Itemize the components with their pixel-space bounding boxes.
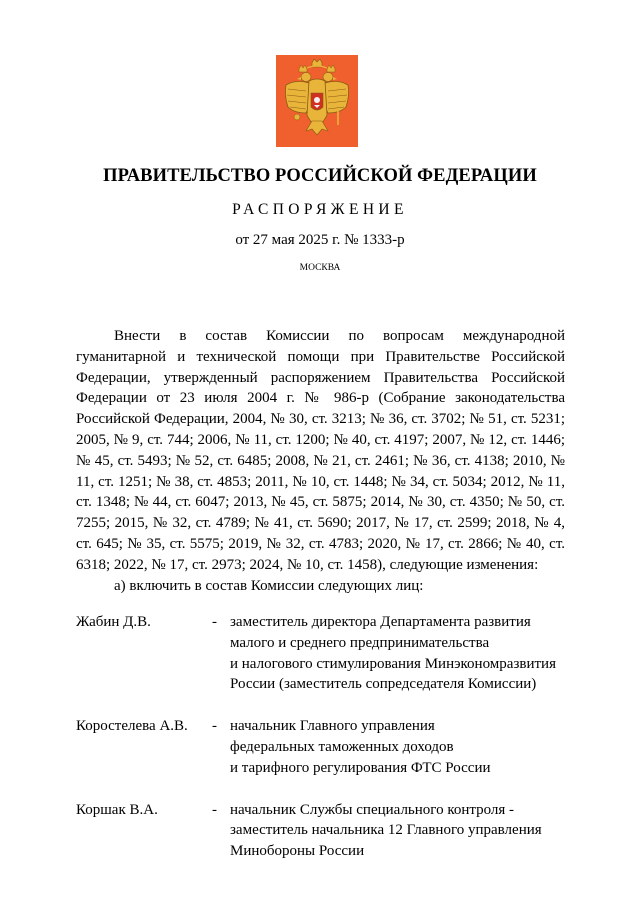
- document-date-number: от 27 мая 2025 г. № 1333-р: [235, 232, 405, 248]
- person-name: Коростелева А.В.: [76, 718, 188, 735]
- document-city: МОСКВА: [299, 263, 341, 273]
- document-type: РАСПОРЯЖЕНИЕ: [232, 201, 408, 218]
- person-dash: -: [212, 801, 217, 818]
- person-role: начальник Службы специального контроля - заместитель начальника 12 Главного управления Минобороны России: [230, 801, 542, 860]
- main-paragraph: Внести в состав Комиссии по вопросам международной гуманитарной и технической помощи при Правительстве Российской Федерации, утвержденный распоряжением Правительства Российской Федерации от 23 июля 2004 г. № 986-р (Собрание законодательства Российской Федерации, 2004, № 30, ст. 3213; № 36, ст. 3702; № 51, ст. 5231; 2005, № 9, ст. 744; 2006, № 11, ст. 1200; № 40, ст. 4197; 2007, № 12, ст. 1446; № 45, ст. 5493; № 52, ст. 6485; 2008, № 21, ст. 2461; № 36, ст. 4138; 2010, № 11, ст. 1251; № 38, ст. 4853; 2011, № 10, ст. 1448; № 34, ст. 5034; 2012, № 11, ст. 1348; № 44, ст. 6047; 2013, № 45, ст. 5875; 2014, № 30, ст. 4350; № 50, ст. 7255; 2015, № 32, ст. 4789; № 41, ст. 5690; 2017, № 17, ст. 2599; 2018, № 4, ст. 645; № 35, ст. 5575; 2019, № 32, ст. 4783; 2020, № 17, ст. 2866; № 40, ст. 6318; 2022, № 17, ст. 2973; 2024, № 10, ст. 1458), следующие изменения:: [76, 328, 565, 573]
- person-dash: -: [212, 614, 217, 630]
- person-entry: [76, 716, 576, 778]
- person-role: начальник Главного управления федеральных таможенных доходов и тарифного регулирования ФТС России: [230, 718, 491, 776]
- government-title: ПРАВИТЕЛЬСТВО РОССИЙСКОЙ ФЕДЕРАЦИИ: [103, 166, 537, 186]
- person-name: Жабин Д.В.: [76, 614, 151, 630]
- russian-coat-of-arms-icon: [276, 55, 358, 147]
- person-name: Коршак В.А.: [76, 801, 158, 818]
- person-entry: [76, 612, 576, 695]
- person-entry: [76, 800, 576, 862]
- document-body: [76, 326, 565, 596]
- item-a: а) включить в состав Комиссии следующих лиц:: [114, 577, 424, 594]
- person-dash: -: [212, 718, 217, 735]
- persons-list: [76, 612, 576, 862]
- person-role: заместитель директора Департамента развития малого и среднего предпринимательства и налогового стимулирования Минэкономразвития России (заместитель сопредседателя Комиссии): [230, 614, 556, 693]
